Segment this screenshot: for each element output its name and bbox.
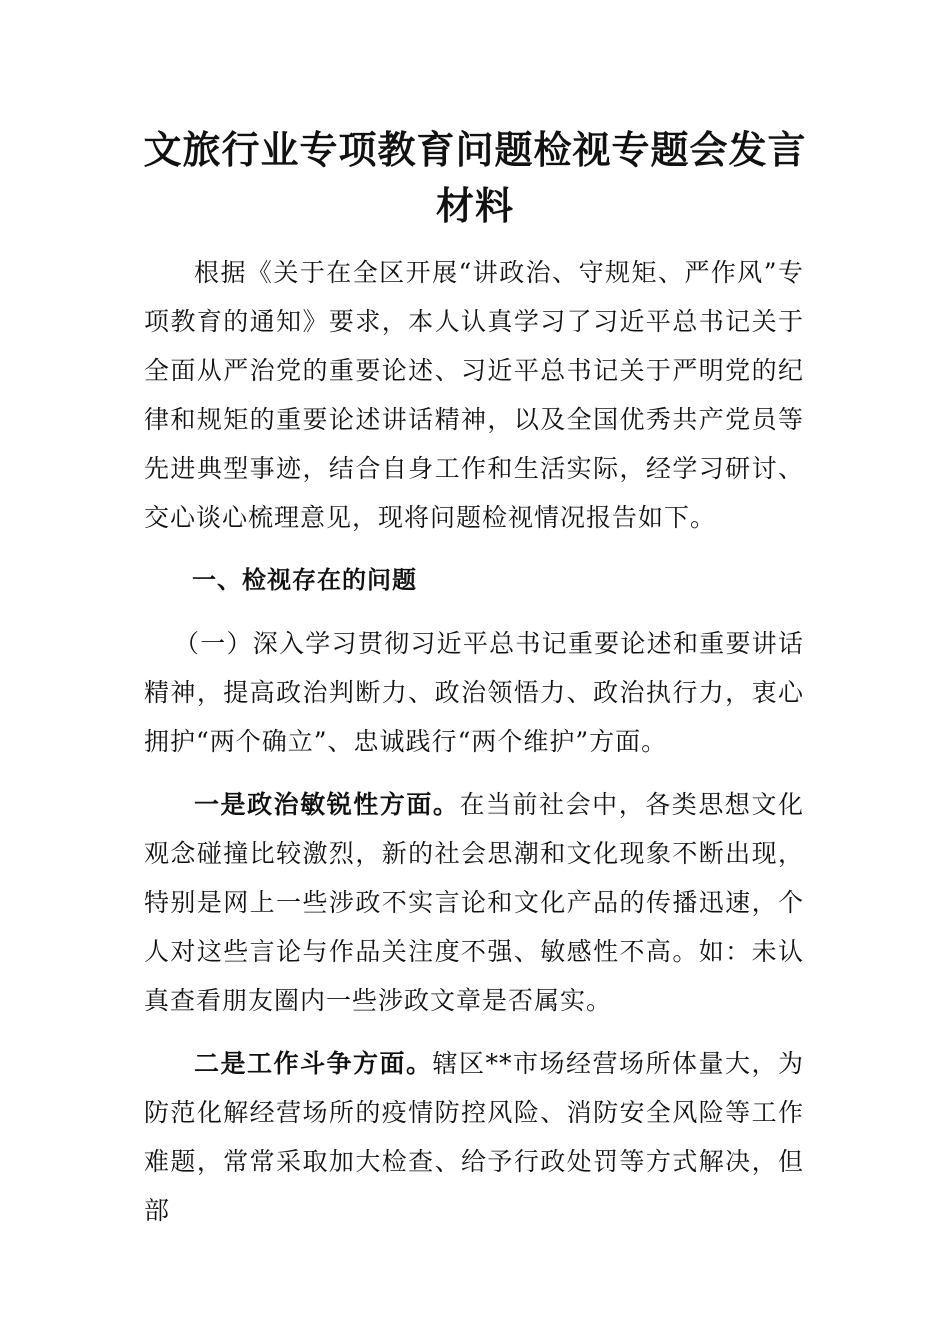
point-lead-1: 一是政治敏锐性方面。	[194, 790, 460, 819]
point-text-2: 辖区**市场经营场所体量大，为防范化解经营场所的疫情防控风险、消防安全风险等工作难题，常常采取加大检查、给予行政处罚等方式解决，但部	[144, 1049, 804, 1225]
document-body	[144, 248, 804, 1235]
section-heading: 一、检视存在的问题	[192, 566, 417, 594]
document-title: 文旅行业专项教育问题检视专题会发言材料	[143, 127, 807, 228]
point-text-1: 在当前社会中，各类思想文化观念碰撞比较激烈，新的社会思潮和文化现象不断出现，特别是网上一些涉政不实言论和文化产品的传播迅速，个人对这些言论与作品关注度不强、敏感性不高。如：未认真查看朋友圈内一些涉政文章是否属实。	[144, 790, 804, 1015]
point-lead-2: 二是工作斗争方面。	[194, 1049, 433, 1078]
subsection-heading: （一）深入学习贯彻习近平总书记重要论述和重要讲话精神，提高政治判断力、政治领悟力、政治执行力，衷心拥护“两个确立”、忠诚践行“两个维护”方面。	[144, 629, 804, 756]
intro-paragraph: 根据《关于在全区开展“讲政治、守规矩、严作风”专项教育的通知》要求，本人认真学习了习近平总书记关于全面从严治党的重要论述、习近平总书记关于严明党的纪律和规矩的重要论述讲话精神，以及全国优秀共产党员等先进典型事迹，结合自身工作和生活实际，经学习研讨、交心谈心梳理意见，现将问题检视情况报告如下。	[144, 258, 804, 532]
point-paragraph-2	[144, 1039, 804, 1235]
point-paragraph-1	[144, 780, 804, 1025]
